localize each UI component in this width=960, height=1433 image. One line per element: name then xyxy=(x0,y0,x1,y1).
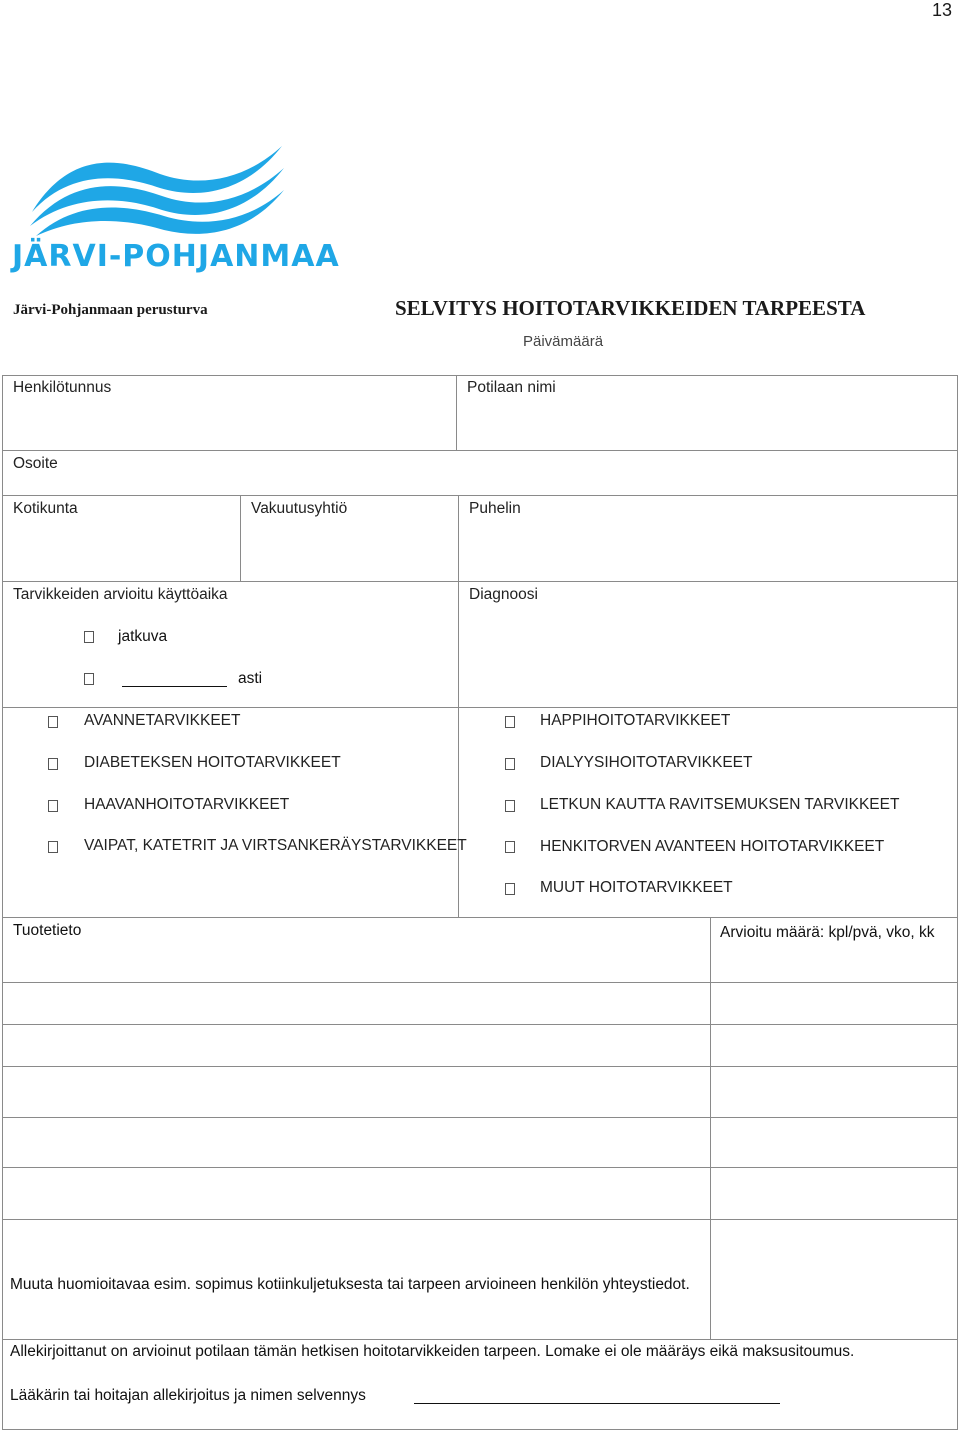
letku-checkbox[interactable] xyxy=(505,800,515,812)
henkitorvi-checkbox[interactable] xyxy=(505,841,515,853)
category-left-2: DIABETEKSEN HOITOTARVIKKEET xyxy=(84,754,341,771)
organization-name: Järvi-Pohjanmaan perusturva xyxy=(13,302,208,318)
category-left-1: AVANNETARVIKKEET xyxy=(84,712,241,729)
category-left-4: VAIPAT, KATETRIT JA VIRTSANKERÄYSTARVIKKEET xyxy=(84,837,467,854)
category-right-3: LETKUN KAUTTA RAVITSEMUKSEN TARVIKKEET xyxy=(540,796,900,813)
haava-checkbox[interactable] xyxy=(48,800,58,812)
form-title: SELVITYS HOITOTARVIKKEIDEN TARPEESTA xyxy=(395,296,866,320)
henkilotunnus-label: Henkilötunnus xyxy=(13,379,112,396)
category-right-4: HENKITORVEN AVANTEEN HOITOTARVIKKEET xyxy=(540,838,885,855)
amount-column-header: Arvioitu määrä: kpl/pvä, vko, kk xyxy=(720,924,935,941)
vakuutusyhtio-label: Vakuutusyhtiö xyxy=(251,500,348,517)
category-left-3: HAAVANHOITOTARVIKKEET xyxy=(84,796,290,813)
dialyysi-checkbox[interactable] xyxy=(505,758,515,770)
puhelin-label: Puhelin xyxy=(469,500,521,517)
diagnoosi-label: Diagnoosi xyxy=(469,586,538,603)
signature-label: Lääkärin tai hoitajan allekirjoitus ja nimen selvennys xyxy=(10,1387,366,1404)
avanne-checkbox[interactable] xyxy=(48,716,58,728)
jatkuva-checkbox[interactable] xyxy=(84,631,94,643)
osoite-label: Osoite xyxy=(13,455,58,472)
happi-checkbox[interactable] xyxy=(505,716,515,728)
asti-label: asti xyxy=(238,670,263,687)
statement-text: Allekirjoittanut on arvioinut potilaan tämän hetkisen hoitotarvikkeiden tarpeen. Lomake ei ole määräys eikä maksusitoumus. xyxy=(10,1343,855,1360)
jatkuva-label: jatkuva xyxy=(118,628,168,645)
date-label: Päivämäärä xyxy=(523,333,604,350)
product-column-header: Tuotetieto xyxy=(13,922,82,939)
wave-logo-icon xyxy=(10,140,340,274)
asti-checkbox[interactable] xyxy=(84,673,94,685)
svg-text:JÄRVI-POHJANMAA: JÄRVI-POHJANMAA xyxy=(12,239,340,274)
category-right-1: HAPPIHOITOTARVIKKEET xyxy=(540,712,731,729)
vaipat-checkbox[interactable] xyxy=(48,841,58,853)
muut-checkbox[interactable] xyxy=(505,883,515,895)
kotikunta-label: Kotikunta xyxy=(13,500,78,517)
notes-label: Muuta huomioitavaa esim. sopimus kotiinkuljetuksesta tai tarpeen arvioineen henkilön yhteystiedot. xyxy=(10,1276,690,1293)
category-right-5: MUUT HOITOTARVIKKEET xyxy=(540,879,733,896)
page-number: 13 xyxy=(931,0,952,20)
potilaan-nimi-label: Potilaan nimi xyxy=(467,379,556,396)
diabetes-checkbox[interactable] xyxy=(48,758,58,770)
asti-date-field[interactable] xyxy=(122,686,227,687)
kayttoaika-label: Tarvikkeiden arvioitu käyttöaika xyxy=(13,586,228,603)
signature-field[interactable] xyxy=(414,1403,780,1404)
category-right-2: DIALYYSIHOITOTARVIKKEET xyxy=(540,754,753,771)
jarvi-pohjanmaa-logo xyxy=(10,140,340,274)
